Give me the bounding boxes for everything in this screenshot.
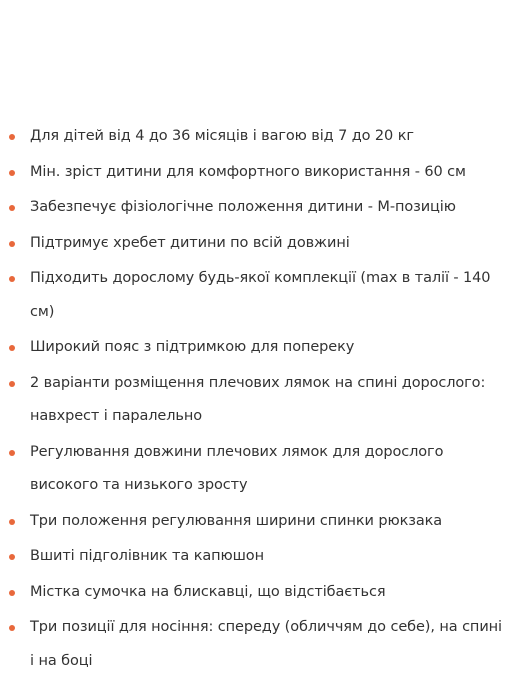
feature-text: Три позиції для носіння: спереду (обличчям до себе), на спині і на боці [30, 619, 502, 669]
bullet-icon [9, 276, 15, 282]
bullet-icon [9, 590, 15, 596]
bullet-icon [9, 241, 15, 247]
feature-text: Забезпечує фізіологічне положення дитини - М-позицію [30, 199, 456, 215]
feature-text: Містка сумочка на блискавці, що відстібається [30, 583, 386, 600]
list-item [0, 156, 514, 190]
list-item [0, 331, 514, 365]
list-item [0, 191, 514, 225]
list-item [0, 576, 514, 610]
list-item [0, 611, 514, 678]
list-item [0, 120, 514, 154]
bullet-icon [9, 205, 15, 211]
feature-text: Мін. зріст дитини для комфортного використання - 60 см [30, 163, 466, 180]
bullet-icon [9, 170, 15, 176]
list-item [0, 436, 514, 503]
feature-text: Широкий пояс з підтримкою для попереку [30, 339, 355, 355]
feature-text: Підходить дорослому будь-якої комплекції (max в талії - 140 см) [30, 270, 491, 320]
feature-text: Регулювання довжини плечових лямок для дорослого високого та низького зросту [30, 443, 444, 493]
list-item [0, 227, 514, 261]
feature-text: 2 варіанти розміщення плечових лямок на спині дорослого: навхрест і паралельно [30, 374, 486, 424]
list-item [0, 505, 514, 539]
bullet-icon [9, 134, 15, 140]
feature-text: Для дітей від 4 до 36 місяців і вагою від 7 до 20 кг [30, 128, 414, 144]
feature-list [0, 120, 514, 680]
feature-text: Підтримує хребет дитини по всій довжині [30, 234, 350, 251]
feature-text: Вшиті підголівник та капюшон [30, 548, 264, 564]
bullet-icon [9, 450, 15, 456]
list-item [0, 262, 514, 329]
feature-text: Три положення регулювання ширини спинки рюкзака [30, 512, 443, 529]
bullet-icon [9, 554, 15, 560]
list-item [0, 367, 514, 434]
bullet-icon [9, 381, 15, 387]
bullet-icon [9, 625, 15, 631]
bullet-icon [9, 345, 15, 351]
bullet-icon [9, 519, 15, 525]
list-item [0, 540, 514, 574]
